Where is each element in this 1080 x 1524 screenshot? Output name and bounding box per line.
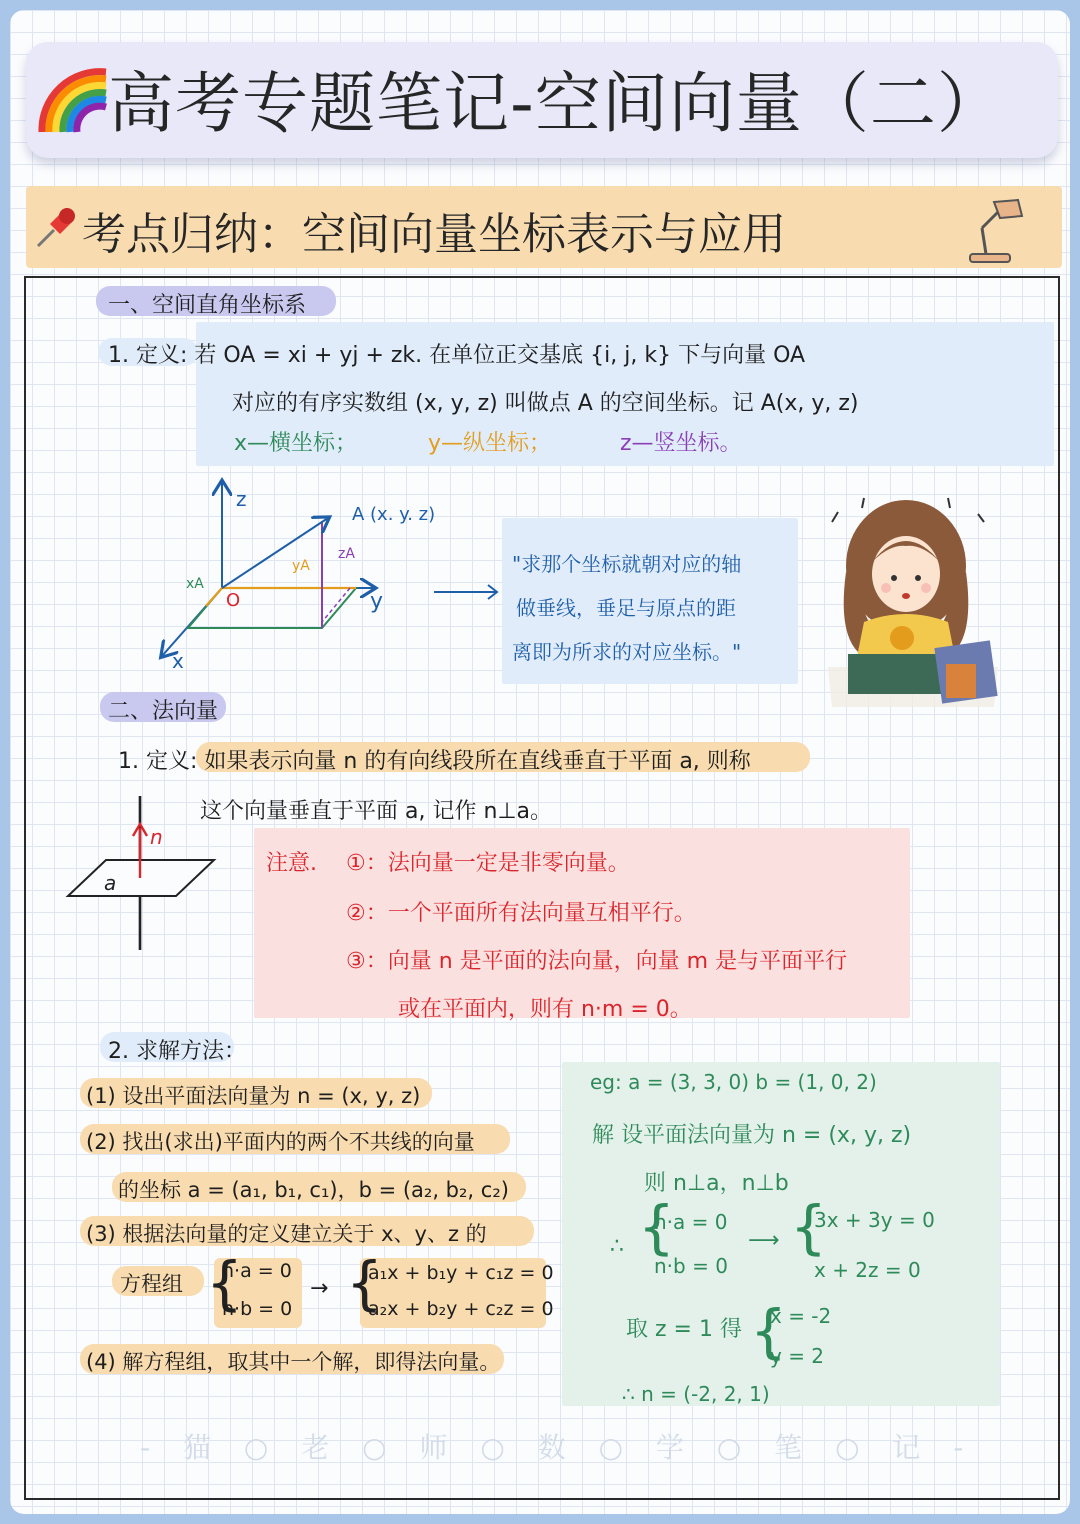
xa-label: xA	[186, 576, 204, 592]
example-solution-2: 则 n⊥a，n⊥b	[644, 1171, 789, 1196]
system-right-eq2: a₂x + b₂y + c₂z = 0	[368, 1298, 554, 1320]
step-1: (1) 设出平面法向量为 n = (x, y, z)	[86, 1084, 421, 1108]
normal-vector-diagram	[64, 790, 224, 960]
step-2b: 的坐标 a = (a₁, b₁, c₁)，b = (a₂, b₂, c₂)	[118, 1178, 509, 1202]
step-3b: 方程组	[120, 1272, 183, 1296]
notice-title: 注意.	[266, 851, 317, 876]
rainbow-icon	[38, 66, 110, 136]
example-final: ∴ n = (-2, 2, 1)	[622, 1382, 770, 1406]
studying-girl-illustration	[818, 492, 1008, 716]
step-2: (2) 找出(求出)平面内的两个不共线的向量	[86, 1130, 475, 1154]
step-3: (3) 根据法向量的定义建立关于 x、y、z 的	[86, 1222, 487, 1246]
example-result-brace: {	[750, 1297, 787, 1365]
notice-item-3b: 或在平面内，则有 n·m = 0。	[398, 997, 692, 1022]
implies-arrow: →	[310, 1276, 329, 1301]
page-title: 高考专题笔记-空间向量（二）	[108, 65, 1004, 142]
method-heading: 2. 求解方法：	[108, 1039, 246, 1064]
axis-x-label: x	[172, 649, 184, 673]
normal-vector-label: n	[150, 825, 163, 849]
coord-def-line1: 1. 定义: 若 OA = xi + yj + zk. 在单位正交基底 {i, j, k} 下与向量 OA	[108, 343, 806, 368]
origin-label: O	[226, 590, 241, 611]
arrow-right-icon	[432, 580, 502, 604]
ya-label: yA	[292, 558, 310, 574]
system-right-brace: {	[346, 1249, 383, 1317]
example-eq-left-1: n·a = 0	[654, 1210, 728, 1234]
point-a-label: A (x. y. z)	[352, 504, 436, 525]
za-label: zA	[338, 546, 355, 562]
notice-item-2: ②：一个平面所有法向量互相平行。	[346, 901, 696, 926]
example-given: eg: a = (3, 3, 0) b = (1, 0, 2)	[590, 1070, 877, 1094]
example-result-x: x = -2	[770, 1304, 832, 1328]
notice-item-1: ①：法向量一定是非零向量。	[346, 851, 630, 876]
coord-def-line2: 对应的有序实数组 (x, y, z) 叫做点 A 的空间坐标。记 A(x, y, z)	[232, 391, 859, 416]
example-arrow: ⟶	[748, 1228, 780, 1253]
example-solution-1: 解 设平面法向量为 n = (x, y, z)	[592, 1123, 912, 1148]
system-right-eq1: a₁x + b₁y + c₁z = 0	[368, 1262, 554, 1284]
example-eq-right-2: x + 2z = 0	[814, 1258, 921, 1282]
coord-y-label: y—纵坐标；	[428, 431, 552, 456]
coordinate-system-diagram	[150, 470, 490, 680]
example-left-brace: {	[638, 1193, 675, 1261]
tip-line2: 做垂线，垂足与原点的距	[516, 596, 736, 620]
system-left-eq2: n·b = 0	[222, 1298, 293, 1320]
example-therefore: ∴	[610, 1234, 624, 1259]
example-take: 取 z = 1 得	[626, 1317, 742, 1342]
axis-y-label: y	[370, 589, 384, 614]
tip-line1: "求那个坐标就朝对应的轴	[512, 552, 742, 576]
example-eq-right-1: 3x + 3y = 0	[814, 1208, 935, 1232]
plane-label: a	[104, 871, 117, 895]
axis-z-label: z	[236, 487, 247, 511]
normal-def-line1: 1. 定义: 如果表示向量 n 的有向线段所在直线垂直于平面 a, 则称	[118, 749, 751, 774]
normal-def-line2: 这个向量垂直于平面 a, 记作 n⊥a。	[200, 799, 553, 824]
step-4: (4) 解方程组，取其中一个解，即得法向量。	[86, 1350, 501, 1374]
section1-heading: 一、空间直角坐标系	[108, 293, 307, 318]
section2-heading: 二、法向量	[108, 699, 219, 724]
notice-item-3: ③：向量 n 是平面的法向量，向量 m 是与平面平行	[346, 949, 848, 974]
example-result-y: y = 2	[770, 1344, 825, 1368]
example-eq-left-2: n·b = 0	[654, 1254, 728, 1278]
tip-line3: 离即为所求的对应坐标。"	[512, 640, 742, 664]
desk-lamp-icon	[964, 194, 1028, 266]
example-right-brace: {	[790, 1193, 827, 1261]
page-subtitle: 考点归纳：空间向量坐标表示与应用	[82, 209, 786, 260]
system-left-brace: {	[206, 1249, 243, 1317]
pushpin-icon	[34, 204, 78, 250]
coord-z-label: z—竖坐标。	[620, 431, 742, 456]
system-left-eq1: n·a = 0	[222, 1260, 292, 1282]
coord-x-label: x—横坐标；	[234, 431, 358, 456]
watermark: - 猫 ○ 老 ○ 师 ○ 数 ○ 学 ○ 笔 ○ 记 -	[140, 1431, 976, 1464]
